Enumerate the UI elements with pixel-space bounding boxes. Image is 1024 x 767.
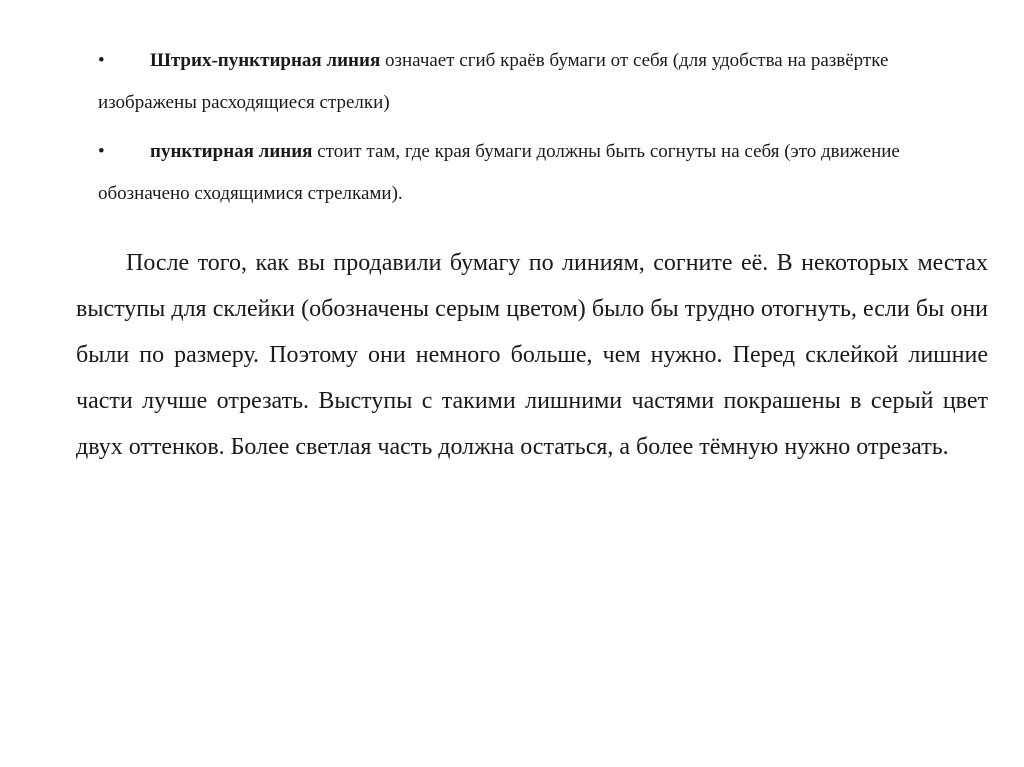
- bullet-item-dotted-line: [98, 131, 958, 215]
- bullet-list: [98, 40, 958, 222]
- bullet-term: Штрих-пунктирная линия: [150, 50, 381, 71]
- bullet-description: означает сгиб краёв бумаги от себя (для удобства на развёртке изображены расходящиеся стрелки): [98, 50, 889, 113]
- bullet-description: стоит там, где края бумаги должны быть согнуты на себя (это движение обозначено сходящимися стрелками).: [98, 141, 900, 204]
- bullet-item-dash-dot-line: [98, 40, 958, 124]
- main-paragraph: После того, как вы продавили бумагу по линиям, согните её. В некоторых местах выступы для склейки (обозначены серым цветом) было бы трудно отогнуть, если бы они были по размеру. Поэтому они немного больше, чем нужно. Перед склейкой лишние части лучше отрезать. Выступы с такими лишними частями покрашены в серый цвет двух оттенков. Более светлая часть должна остаться, а более тёмную нужно отрезать.: [76, 250, 988, 460]
- bullet-mark: •: [98, 50, 105, 71]
- bullet-mark: •: [98, 141, 105, 162]
- bullet-term: пунктирная линия: [150, 141, 313, 162]
